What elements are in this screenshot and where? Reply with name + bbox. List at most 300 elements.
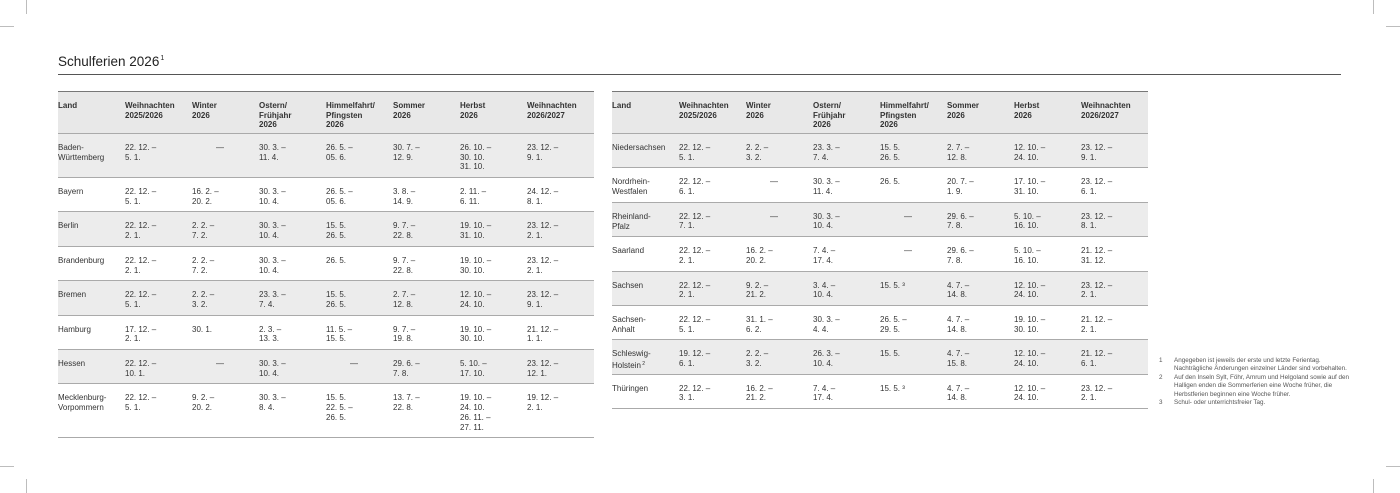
date-line: 23. 3. – — [813, 143, 840, 152]
date-cell — [679, 143, 710, 162]
holiday-table-left — [58, 91, 594, 438]
date-cell — [527, 325, 558, 344]
date-line: 16. 2. – — [746, 246, 773, 256]
date-line: 22. 12. – — [125, 393, 157, 403]
date-line: — — [904, 246, 912, 256]
date-line: 15. 5. — [326, 393, 347, 403]
date-line: 9. 7. – — [393, 221, 416, 231]
date-line: 7. 4. — [259, 299, 275, 309]
date-cell — [1081, 281, 1112, 300]
date-line: 24. 10. — [1014, 393, 1039, 403]
date-cell — [1081, 315, 1112, 334]
crop-mark-bottom-right-h — [1386, 466, 1400, 467]
date-cell — [746, 315, 773, 334]
date-cell — [679, 212, 710, 231]
date-line: 15. 5. ³ — [880, 383, 905, 393]
date-line: 21. 12. – — [1081, 349, 1113, 359]
table-row — [612, 237, 1148, 271]
date-line: 24. 10. — [1014, 152, 1039, 162]
date-cell — [880, 315, 907, 334]
date-cell — [460, 359, 487, 378]
date-line: 05. 6. — [326, 196, 347, 206]
date-line: 3. 8. – — [393, 187, 416, 197]
land-name — [612, 143, 665, 153]
date-cell — [1014, 384, 1045, 403]
date-cell — [259, 325, 281, 344]
crop-mark-top-right — [1373, 0, 1374, 14]
date-line: 10. 4. — [813, 359, 834, 369]
crop-mark-top-left-h — [0, 26, 14, 27]
date-line: 16. 10. — [1014, 255, 1039, 265]
date-line: 22. 12. – — [125, 143, 157, 152]
date-line: 23. 12. – — [527, 143, 559, 152]
table-row — [612, 203, 1148, 237]
table-row — [58, 134, 594, 178]
date-cell — [880, 281, 905, 291]
land-name-text: Bayern — [58, 187, 84, 197]
date-line: 27. 11. — [460, 422, 484, 432]
date-line: 23. 12. – — [527, 290, 559, 300]
date-line: 9. 7. – — [393, 255, 416, 265]
column-header: Ostern/ Frühjahr 2026 — [259, 101, 292, 129]
date-line: 22. 8. — [393, 403, 414, 413]
date-cell — [259, 393, 286, 412]
date-line: 14. 8. — [947, 290, 968, 300]
column-header: Winter 2026 — [746, 101, 771, 120]
column-header: Himmelfahrt/ Pfingsten 2026 — [326, 101, 375, 129]
date-line: 15. 5. — [326, 221, 347, 231]
date-cell — [746, 177, 778, 187]
land-name-text: Mecklenburg- Vorpommern — [58, 393, 107, 413]
date-line: 30. 3. – — [259, 393, 286, 403]
date-line: 30. 3. – — [259, 143, 286, 152]
date-cell — [460, 290, 491, 309]
date-line: 10. 4. — [813, 221, 834, 231]
date-line: 2. 1. — [679, 290, 695, 300]
table-header — [58, 91, 594, 134]
date-cell — [746, 384, 773, 403]
date-line: 26. 5. — [326, 255, 347, 265]
column-header: Weihnachten 2026/2027 — [527, 101, 577, 120]
date-line: 30. 3. – — [813, 211, 840, 221]
date-line: 23. 12. – — [527, 255, 559, 265]
date-line: 31. 10. — [460, 231, 485, 241]
date-cell — [259, 290, 286, 309]
date-line: 14. 8. — [947, 393, 968, 403]
date-cell — [125, 325, 156, 344]
date-line: 15. 5. — [880, 349, 901, 359]
date-line: 7. 2. — [192, 231, 208, 241]
crop-mark-bottom-right — [1373, 479, 1374, 493]
date-cell — [746, 246, 773, 265]
crop-mark-top-right-h — [1386, 26, 1400, 27]
land-name-text: Niedersachsen — [612, 143, 666, 152]
date-line: 22. 12. – — [679, 314, 711, 324]
date-cell — [1014, 281, 1045, 300]
date-cell — [125, 143, 156, 162]
date-line: 2. 1. — [527, 265, 543, 275]
date-line: 22. 12. – — [679, 143, 711, 152]
date-line: 13. 3. — [259, 334, 280, 344]
date-cell — [460, 325, 491, 344]
date-cell — [880, 177, 900, 187]
date-line: 5. 1. — [125, 196, 141, 206]
date-cell — [947, 315, 969, 334]
date-line: 2. 2. – — [746, 349, 769, 359]
date-line: 24. 10. — [1014, 290, 1039, 300]
date-cell — [460, 143, 491, 172]
date-line: 30. 3. – — [259, 359, 286, 369]
date-cell — [125, 221, 156, 240]
date-cell — [460, 187, 486, 206]
title-rule — [58, 74, 1341, 75]
date-line: 3. 2. — [746, 359, 762, 369]
date-line: 2. 1. — [125, 231, 141, 241]
date-line: 6. 11. — [460, 196, 480, 206]
date-cell — [1081, 143, 1112, 162]
date-cell — [326, 143, 353, 162]
date-line: 22. 12. – — [125, 187, 157, 197]
date-line: 16. 2. – — [192, 187, 219, 197]
land-name-text: Nordrhein- Westfalen — [612, 177, 650, 197]
table-row — [58, 212, 594, 246]
date-line: 29. 6. – — [393, 359, 420, 369]
date-line: 20. 2. — [192, 196, 213, 206]
date-cell — [259, 187, 286, 206]
date-line: 21. 2. — [746, 290, 767, 300]
date-line: 9. 1. — [1081, 152, 1097, 162]
date-line: 12. 8. — [947, 152, 968, 162]
date-line: 4. 7. – — [947, 349, 970, 359]
page-title-footnote-ref: 1 — [160, 55, 165, 62]
date-line: 19. 12. – — [527, 393, 559, 403]
date-line: 22. 12. – — [679, 383, 711, 393]
date-line: 19. 8. — [393, 334, 414, 344]
page-title-text: Schulferien 2026 — [58, 54, 160, 69]
date-line: 9. 1. — [527, 152, 543, 162]
date-line: 13. 7. – — [393, 393, 420, 403]
date-line: 23. 3. – — [259, 290, 286, 300]
date-line: 2. 11. – — [460, 187, 487, 197]
column-header: Sommer 2026 — [393, 101, 426, 120]
date-cell — [192, 256, 214, 275]
date-line: 4. 4. — [813, 324, 829, 334]
footnote — [1159, 399, 1349, 407]
date-line: 22. 12. – — [679, 177, 711, 187]
land-name — [612, 281, 643, 291]
date-line: 7. 8. — [393, 368, 409, 378]
table-row — [58, 316, 594, 350]
date-line: 30. 3. – — [259, 255, 286, 265]
land-name-text: Baden- Württemberg — [58, 143, 105, 162]
date-cell — [679, 177, 710, 196]
table-row — [58, 247, 594, 281]
date-cell — [947, 212, 974, 231]
date-line: 2. 1. — [1081, 393, 1097, 403]
land-name-text: Hamburg — [58, 324, 91, 334]
date-cell — [460, 256, 491, 275]
column-header: Weihnachten 2025/2026 — [125, 101, 175, 120]
date-line: 14. 8. — [947, 324, 968, 334]
date-line: 3. 2. — [746, 152, 762, 162]
date-cell — [880, 349, 900, 359]
date-cell — [259, 359, 286, 378]
date-line: 26. 5. — [880, 177, 901, 187]
land-name-text: Berlin — [58, 221, 79, 231]
date-line: 30. 3. – — [813, 314, 840, 324]
date-cell — [527, 187, 558, 206]
date-cell — [192, 143, 224, 153]
date-cell — [813, 384, 835, 403]
date-line: 5. 10. – — [1014, 211, 1041, 221]
date-line: 6. 2. — [746, 324, 762, 334]
date-line: 6. 1. — [679, 187, 695, 197]
date-line: 12. 10. – — [1014, 349, 1046, 359]
date-line: 22. 12. – — [679, 246, 711, 256]
table-row — [612, 134, 1148, 168]
date-line: 7. 1. — [679, 221, 695, 231]
date-cell — [527, 290, 558, 309]
table-row — [612, 272, 1148, 306]
date-cell — [326, 221, 346, 240]
date-line: 3. 2. — [192, 299, 208, 309]
date-line: 21. 2. — [746, 393, 767, 403]
date-line: 11. 5. – — [326, 324, 353, 334]
date-line: 11. 4. — [259, 152, 279, 162]
date-line: — — [770, 211, 778, 221]
date-cell — [1081, 177, 1112, 196]
crop-mark-bottom-left-h — [0, 466, 14, 467]
date-line: 10. 4. — [259, 231, 280, 241]
date-cell — [192, 325, 212, 335]
column-header: Herbst 2026 — [1014, 101, 1040, 120]
date-cell — [1081, 212, 1112, 231]
date-line: 22. 12. – — [125, 290, 157, 300]
date-line: 19. 10. – — [460, 221, 492, 231]
date-line: 24. 10. — [460, 299, 485, 309]
date-line: 2. 3. – — [259, 324, 282, 334]
date-line: 22. 8. — [393, 231, 414, 241]
land-name-text: Thüringen — [612, 383, 649, 393]
date-cell — [947, 349, 969, 368]
date-cell — [125, 290, 156, 309]
date-line: 10. 4. — [259, 196, 280, 206]
column-header: Sommer 2026 — [947, 101, 980, 120]
date-line: 30. 7. – — [393, 143, 420, 152]
column-header: Land — [612, 101, 632, 110]
date-cell — [393, 393, 420, 412]
date-line: 8. 4. — [259, 403, 275, 413]
land-name — [58, 359, 85, 369]
date-line: 9. 2. – — [192, 393, 215, 403]
date-line: 2. 1. — [527, 231, 543, 241]
date-cell — [880, 212, 912, 222]
date-line: 21. 12. – — [1081, 314, 1113, 324]
date-line: 2. 1. — [1081, 290, 1097, 300]
date-cell — [259, 256, 286, 275]
date-line: 6. 1. — [1081, 359, 1097, 369]
date-line: 22. 8. — [393, 265, 414, 275]
date-line: 5. 1. — [125, 299, 141, 309]
table-header — [612, 91, 1148, 134]
date-line: 31. 1. – — [746, 314, 773, 324]
date-line: 17. 10. — [460, 368, 485, 378]
date-line: 2. 7. – — [947, 143, 970, 152]
date-line: 12. 10. – — [1014, 143, 1046, 152]
land-name — [612, 212, 651, 232]
date-line: 7. 2. — [192, 265, 208, 275]
date-line: 6. 1. — [1081, 187, 1097, 197]
date-cell — [1014, 212, 1041, 231]
date-cell — [679, 246, 710, 265]
date-cell — [1014, 143, 1045, 162]
date-line: 26. 5. – — [326, 187, 353, 197]
column-header: Himmelfahrt/ Pfingsten 2026 — [880, 101, 929, 129]
date-line: 5. 1. — [125, 403, 141, 413]
date-cell — [326, 325, 352, 344]
date-cell — [679, 281, 710, 300]
land-name-text: Brandenburg — [58, 255, 105, 265]
date-line: 12. 10. – — [1014, 280, 1046, 290]
land-name — [612, 315, 646, 335]
date-cell — [527, 256, 558, 275]
land-name-text: Sachsen — [612, 280, 644, 290]
date-line: 31. 10. — [460, 162, 485, 172]
date-line: 23. 12. – — [527, 221, 559, 231]
date-line: 30. 3. – — [259, 221, 286, 231]
footnote-text: Auf den Inseln Sylt, Föhr, Amrum und Helgoland sowie auf den Halligen enden die Sommerferien eine Woche früher, die Herbstferien beginnen eine Woche früher. — [1174, 373, 1350, 398]
date-line: 17. 4. — [813, 393, 834, 403]
date-line: 26. 10. – — [460, 143, 492, 152]
date-line: 20. 2. — [192, 403, 213, 413]
date-cell — [746, 212, 778, 222]
land-name — [612, 177, 650, 197]
date-line: 5. 10. – — [460, 359, 487, 369]
date-cell — [947, 281, 969, 300]
crop-mark-bottom-left — [26, 479, 27, 493]
date-cell — [393, 290, 415, 309]
date-line: 6. 1. — [679, 359, 695, 369]
date-cell — [192, 221, 214, 240]
date-line: 12. 9. — [393, 152, 414, 162]
date-line: 05. 6. — [326, 152, 347, 162]
date-cell — [259, 221, 286, 240]
date-line: 14. 9. — [393, 196, 414, 206]
table-row — [612, 340, 1148, 374]
land-name — [58, 187, 83, 197]
date-line: 2. 2. – — [192, 290, 215, 300]
date-cell — [947, 143, 969, 162]
date-line: 22. 12. – — [679, 211, 711, 221]
footnote-text: Schul- oder unterrichtsfreier Tag. — [1174, 399, 1266, 407]
date-cell — [125, 256, 156, 275]
date-cell — [393, 325, 415, 344]
date-line: 31. 10. — [1014, 187, 1039, 197]
date-line: 12. 10. – — [1014, 383, 1046, 393]
date-line: 4. 7. – — [947, 314, 970, 324]
date-line: 8. 1. — [527, 196, 543, 206]
date-cell — [880, 246, 912, 256]
date-line: 26. 5. — [880, 152, 901, 162]
date-cell — [326, 256, 346, 266]
date-line: 24. 10. — [460, 403, 485, 413]
date-cell — [527, 359, 558, 378]
date-line: 15. 5. — [880, 143, 901, 152]
land-name — [58, 325, 91, 335]
date-cell — [125, 187, 156, 206]
date-line: — — [216, 359, 224, 369]
date-line: 17. 12. – — [125, 324, 157, 334]
land-name — [58, 290, 86, 300]
date-line: 15. 5. — [326, 334, 347, 344]
date-cell — [192, 187, 219, 206]
date-cell — [813, 315, 840, 334]
column-header: Weihnachten 2025/2026 — [679, 101, 729, 120]
date-line: 30. 3. – — [259, 187, 286, 197]
date-cell — [813, 177, 840, 196]
date-line: 9. 1. — [527, 299, 543, 309]
date-line: 7. 4. — [813, 152, 829, 162]
holiday-table-right — [612, 91, 1148, 409]
date-line: 4. 7. – — [947, 383, 970, 393]
land-name — [58, 256, 104, 266]
date-cell — [746, 281, 768, 300]
date-line: 20. 7. – — [947, 177, 974, 187]
date-cell — [1014, 315, 1045, 334]
date-line: 2. 1. — [679, 255, 695, 265]
column-header: Herbst 2026 — [460, 101, 486, 120]
footnote-number: 1 — [1159, 357, 1163, 364]
crop-mark-top-left — [26, 0, 27, 14]
date-line: 10. 4. — [259, 368, 280, 378]
date-line: 23. 12. – — [1081, 177, 1113, 187]
date-line: 19. 10. – — [1014, 314, 1046, 324]
table-row — [612, 375, 1148, 409]
land-name-text: Schleswig- Holstein — [612, 349, 651, 371]
date-line: 12. 10. – — [460, 290, 492, 300]
date-line: 26. 5. — [326, 231, 347, 241]
table-row — [58, 281, 594, 315]
land-name — [58, 143, 104, 163]
date-line: 12. 8. — [393, 299, 414, 309]
footnote-number: 3 — [1159, 399, 1163, 407]
table-row — [612, 306, 1148, 340]
date-line: 3. 4. – — [813, 280, 836, 290]
date-cell — [393, 221, 415, 240]
land-name — [612, 246, 644, 256]
land-name — [612, 349, 651, 371]
date-line: 23. 12. – — [1081, 143, 1113, 152]
date-line: 22. 12. – — [125, 255, 157, 265]
date-cell — [1014, 177, 1045, 196]
date-cell — [192, 393, 214, 412]
date-line: 2. 2. – — [746, 143, 769, 152]
date-cell — [1014, 349, 1045, 368]
table-row — [58, 350, 594, 384]
date-cell — [813, 246, 835, 265]
land-name-text: Saarland — [612, 246, 645, 256]
table-row — [612, 168, 1148, 202]
date-line: 2. 1. — [1081, 324, 1097, 334]
date-line: 26. 11. – — [460, 412, 491, 422]
date-line: — — [904, 211, 912, 221]
date-line: 5. 1. — [125, 152, 141, 162]
date-line: 17. 10. – — [1014, 177, 1046, 187]
land-name-text: Rheinland- Pfalz — [612, 211, 651, 231]
date-line: 10. 1. — [125, 368, 146, 378]
date-cell — [326, 393, 353, 422]
land-name-text: Hessen — [58, 359, 86, 369]
